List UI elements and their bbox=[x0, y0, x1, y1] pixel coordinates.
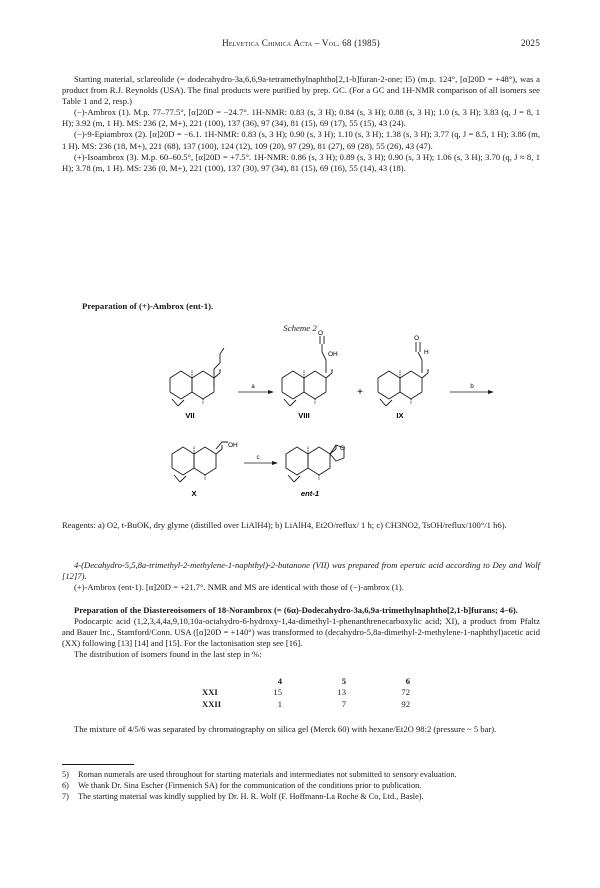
arrow-a-label: a bbox=[251, 384, 255, 390]
journal-title: Helvetica Chimica Acta – Vol. 68 (1985) bbox=[222, 38, 380, 48]
atom-h-ix: H bbox=[424, 349, 429, 356]
paragraph-starting-material: Starting material, sclareolide (= dodecahydro-3a,6,6,9a-tetramethylnaphtho[2,1-b]furan-2-one; I5) (m.p. 124°, [α]20D = +48°), was a product from R.J. Reynolds (USA). The final products were purified by prep. GC. (For a GC and 1H-NMR comparison of all isomers see Table 1 and 2, resp.) bbox=[62, 74, 540, 107]
section1-text bbox=[62, 560, 540, 593]
label-ix: IX bbox=[396, 411, 404, 420]
table-header-cell: 6 bbox=[405, 675, 410, 686]
page-number: 2025 bbox=[520, 38, 540, 48]
footnote bbox=[62, 781, 540, 792]
table-cell: XXII bbox=[202, 698, 222, 709]
table-cell: 13 bbox=[337, 687, 346, 698]
structure-ent-1 bbox=[286, 445, 344, 482]
intro-block bbox=[62, 74, 540, 174]
table-header-cell bbox=[202, 675, 242, 687]
footnote-rule bbox=[62, 764, 134, 765]
paragraph-epiambrox: (−)-9-Epiambrox (2). [α]20D = −6.1. 1H-NMR: 0.83 (s, 3 H); 0.90 (s, 3 H); 1.10 (s, 3 H); 1.38 (s, 3 H); 3.77 (q, J = 8.5, 1 H); 3.86 (m, 1 H). MS: 236 (18, M+), 221 (68), 137 (100), 124 (12), 109 (20), 97 (29), 81 (27), 69 (28), 55 (26), 43 (47). bbox=[62, 129, 540, 151]
table-header-cell: 5 bbox=[341, 675, 346, 686]
paragraph-compound-vii: 4-(Decahydro-5,5,8a-trimethyl-2-methylene-1-naphthyl)-2-butanone (VII) was prepared from eperuic acid according to Dey and Wolf [12]7). bbox=[62, 560, 540, 582]
paragraph-isoambrox: (+)-Isoambrox (3). M.p. 60–60.5°, [α]20D = +7.5°. 1H-NMR: 0.86 (s, 3 H); 0.89 (s, 3 H); 0.90 (s, 3 H); 1.06 (s, 3 H); 3.70 (q, J ≈ 8, 1 H); 3.78 (m, 1 H). MS: 236 (0, M+), 221 (100), 137 (30), 97 (34), 81 (15), 69 (16), 55 (14), 43 (18). bbox=[62, 151, 540, 173]
paragraph-ambrox: (−)-Ambrox (1). M.p. 77–77.5°, [α]20D = −24.7°. 1H-NMR: 0.83 (s, 3 H); 0.84 (s, 3 H); 0.88 (s, 3 H); 1.0 (s, 3 H); 3.83 (q, J = 8, 1 H); 3.92 (m, 1 H). MS: 236 (2, M+), 221 (100), 137 (36), 97 (34), 81 (15), 69 (17), 55 (15), 43 (24). bbox=[62, 107, 540, 129]
table-cell: XXI bbox=[202, 687, 218, 698]
footnote-text: The starting material was kindly supplied by Dr. H. R. Wolf (F. Hoffmann-La Roche & Co, Ltd., Basle). bbox=[78, 791, 424, 801]
plus-sign: + bbox=[357, 387, 363, 398]
footnote bbox=[62, 770, 540, 781]
paragraph-separation: The mixture of 4/5/6 was separated by chromatography on silica gel (Merck 60) with hexane/Et2O 98:2 (pressure ~ 5 bar). bbox=[74, 724, 497, 734]
section2-block bbox=[62, 605, 540, 660]
atom-oh-viii: OH bbox=[328, 351, 338, 358]
table-cell: 15 bbox=[273, 687, 282, 698]
section-heading-ent-ambrox: Preparation of (+)-Ambrox (ent-1). bbox=[82, 301, 214, 311]
footnote-text: Roman numerals are used throughout for starting materials and intermediates not submitted to sensory evaluation. bbox=[78, 770, 457, 779]
atom-oh-x: OH bbox=[228, 442, 238, 449]
paragraph-ent-ambrox: (+)-Ambrox (ent-1). [α]20D = +21.7°. NMR and MS are identical with those of (−)-ambrox (1). bbox=[74, 582, 404, 593]
table-cell: 92 bbox=[401, 698, 410, 709]
table-header-row bbox=[202, 675, 410, 687]
structure-ix bbox=[378, 342, 428, 406]
table-row bbox=[202, 687, 410, 699]
label-vii: VII bbox=[185, 411, 195, 420]
footnote-mark: 7) bbox=[62, 791, 69, 801]
atom-o-ent-1: O bbox=[340, 445, 346, 452]
arrow-b-label: b bbox=[470, 384, 474, 390]
paragraph-distribution-intro: The distribution of isomers found in the last step in %: bbox=[74, 649, 262, 660]
label-ent-1: ent-1 bbox=[300, 489, 320, 498]
scheme-title: Scheme 2 bbox=[283, 323, 317, 333]
footnotes bbox=[62, 770, 540, 802]
separation-block bbox=[62, 724, 540, 735]
section-heading-norambrox: Preparation of the Diastereoisomers of 18-Norambrox (= (6α)-Dodecahydro-3a,6,9a-trimethylnaphtho[2,1-b]furans; 4–6). bbox=[74, 605, 518, 615]
table-cell: 72 bbox=[401, 687, 410, 698]
structure-x bbox=[172, 442, 228, 482]
scheme-2-diagram-row2 bbox=[150, 432, 370, 512]
reagents-block bbox=[62, 520, 540, 531]
arrow-c-label: c bbox=[256, 455, 260, 461]
table-cell: 1 bbox=[277, 698, 282, 709]
table-cell: 7 bbox=[341, 698, 346, 709]
structure-vii bbox=[170, 348, 224, 406]
footnote-mark: 5) bbox=[62, 770, 69, 779]
structure-viii bbox=[282, 336, 332, 406]
label-x: X bbox=[191, 489, 197, 498]
atom-o-viii: O bbox=[318, 330, 324, 337]
table-row bbox=[202, 698, 410, 710]
table-header-cell: 4 bbox=[277, 675, 282, 686]
label-viii: VIII bbox=[298, 411, 310, 420]
footnote-mark: 6) bbox=[62, 780, 69, 790]
footnote bbox=[62, 792, 540, 803]
footnote-text: We thank Dr. Sina Escher (Firmenich SA) for the communication of the conditions prior to publication. bbox=[78, 780, 422, 790]
atom-o-ix: O bbox=[414, 335, 420, 342]
reagents-text: Reagents: a) O2, t-BuOK, dry glyme (distilled over LiAlH4); b) LiAlH4, Et2O/reflux/ 1 h; c) CH3NO2, TsOH/reflux/100°/1 h6). bbox=[62, 520, 507, 530]
isomer-distribution-table bbox=[202, 675, 410, 710]
paragraph-podocarpic-acid: Podocarpic acid (1,2,3,4,4a,9,10,10a-octahydro-6-hydroxy-1,4a-dimethyl-1-phenanthrenecarboxylic acid; XI), a product from Pfaltz and Bauer Inc., Stamford/Conn. USA ([α]20D = +140°) was transformed to (decahydro-5,8a-dimethyl-2-methylene-1-naphthyl)acetic acid (XX) following [13] [14] and [15]. For the lactonisation step see [16]. bbox=[62, 616, 540, 649]
